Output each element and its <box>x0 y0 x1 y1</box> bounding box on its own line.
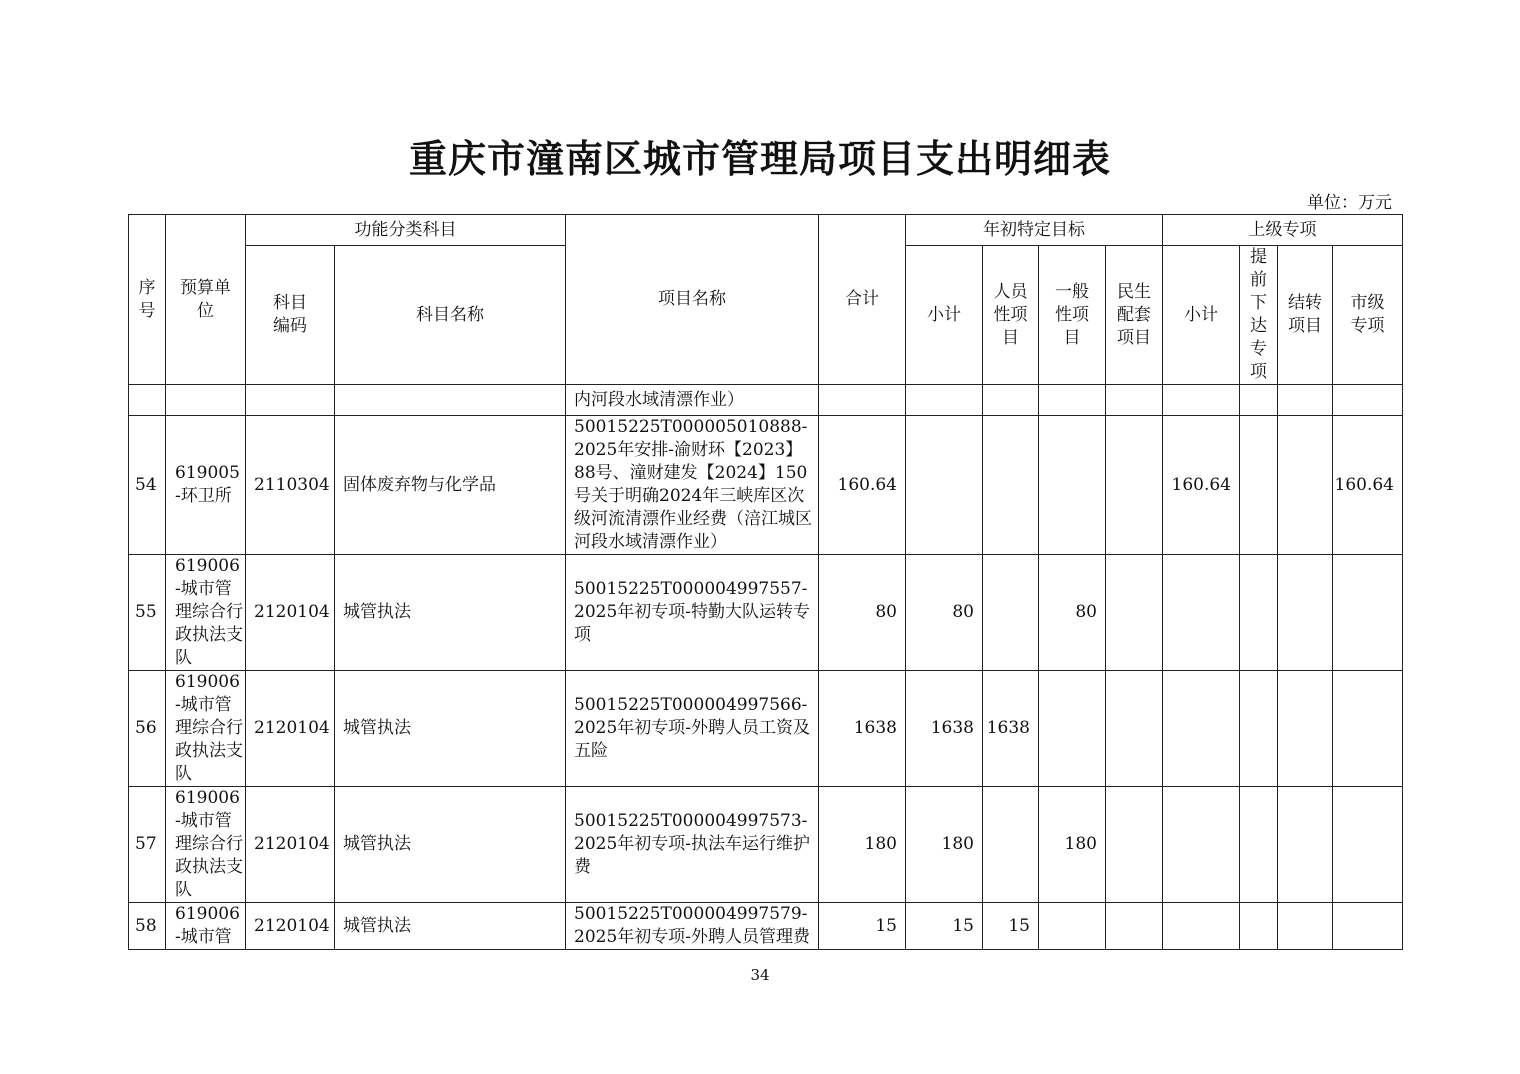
row-carryover <box>1278 416 1333 555</box>
row-city: 160.64 <box>1333 416 1403 555</box>
header-city: 市级专项 <box>1333 246 1403 385</box>
header-subject-code: 科目编码 <box>246 246 335 385</box>
row-unit: 619005-环卫所 <box>166 416 246 555</box>
row-upper-subtotal <box>1163 787 1240 903</box>
row-code: 2120104 <box>246 555 335 671</box>
row-personnel <box>983 787 1039 903</box>
row-general: 180 <box>1039 787 1106 903</box>
header-seq: 序号 <box>129 215 166 385</box>
header-carryover: 结转项目 <box>1278 246 1333 385</box>
row-livelihood <box>1106 416 1163 555</box>
header-function-group: 功能分类科目 <box>246 215 566 246</box>
row-seq: 56 <box>129 671 166 787</box>
header-general: 一般性项目 <box>1039 246 1106 385</box>
row-unit: 619006-城市管理综合行政执法支队 <box>166 671 246 787</box>
table-row <box>129 671 1403 787</box>
row-advance <box>1240 903 1278 950</box>
row-seq: 57 <box>129 787 166 903</box>
row-total: 80 <box>819 555 906 671</box>
row-code: 2110304 <box>246 416 335 555</box>
page-title: 重庆市潼南区城市管理局项目支出明细表 <box>408 136 1111 181</box>
row-upper-subtotal <box>1163 555 1240 671</box>
row-unit: 619006-城市管理综合行政执法支队 <box>166 555 246 671</box>
table-row <box>129 416 1403 555</box>
row-unit: 619006-城市管 <box>166 903 246 950</box>
header-upper-group: 上级专项 <box>1163 215 1403 246</box>
row-carryover <box>1278 787 1333 903</box>
header-row-1 <box>129 215 1403 246</box>
header-target-subtotal: 小计 <box>906 246 983 385</box>
row-personnel: 1638 <box>983 671 1039 787</box>
row-unit: 619006-城市管理综合行政执法支队 <box>166 787 246 903</box>
row-upper-subtotal <box>1163 903 1240 950</box>
row-advance <box>1240 671 1278 787</box>
row-seq: 55 <box>129 555 166 671</box>
header-advance: 提前下达专项 <box>1240 246 1278 385</box>
row-general: 80 <box>1039 555 1106 671</box>
row-general <box>1039 903 1106 950</box>
row-project: 50015225T000004997573-2025年初专项-执法车运行维护费 <box>566 787 819 903</box>
row-seq: 58 <box>129 903 166 950</box>
row-total: 160.64 <box>819 416 906 555</box>
unit-label: 单位：万元 <box>1307 193 1392 213</box>
expenditure-table <box>128 214 1403 950</box>
table-row <box>129 555 1403 671</box>
row-livelihood <box>1106 903 1163 950</box>
row-carryover <box>1278 671 1333 787</box>
row-city <box>1333 787 1403 903</box>
row-city <box>1333 903 1403 950</box>
row-general <box>1039 416 1106 555</box>
table-row <box>129 787 1403 903</box>
row-total: 15 <box>819 903 906 950</box>
row-target-subtotal: 15 <box>906 903 983 950</box>
row-advance <box>1240 555 1278 671</box>
row-subject: 固体废弃物与化学品 <box>335 416 566 555</box>
row-upper-subtotal <box>1163 671 1240 787</box>
header-project-name: 项目名称 <box>566 215 819 385</box>
row-advance <box>1240 787 1278 903</box>
row-target-subtotal: 180 <box>906 787 983 903</box>
row-personnel <box>983 555 1039 671</box>
header-livelihood: 民生配套项目 <box>1106 246 1163 385</box>
row-code: 2120104 <box>246 671 335 787</box>
header-upper-subtotal: 小计 <box>1163 246 1240 385</box>
continuation-project: 内河段水域清漂作业） <box>566 385 819 416</box>
row-livelihood <box>1106 787 1163 903</box>
row-total: 180 <box>819 787 906 903</box>
row-project: 50015225T000004997557-2025年初专项-特勤大队运转专项 <box>566 555 819 671</box>
continuation-row <box>129 385 1403 416</box>
row-subject: 城管执法 <box>335 671 566 787</box>
header-target-group: 年初特定目标 <box>906 215 1163 246</box>
row-target-subtotal: 1638 <box>906 671 983 787</box>
row-subject: 城管执法 <box>335 555 566 671</box>
row-target-subtotal <box>906 416 983 555</box>
row-subject: 城管执法 <box>335 787 566 903</box>
row-advance <box>1240 416 1278 555</box>
row-city <box>1333 555 1403 671</box>
row-carryover <box>1278 903 1333 950</box>
row-total: 1638 <box>819 671 906 787</box>
row-general <box>1039 671 1106 787</box>
row-carryover <box>1278 555 1333 671</box>
row-upper-subtotal: 160.64 <box>1163 416 1240 555</box>
row-livelihood <box>1106 671 1163 787</box>
row-seq: 54 <box>129 416 166 555</box>
row-livelihood <box>1106 555 1163 671</box>
table-row <box>129 903 1403 950</box>
row-subject: 城管执法 <box>335 903 566 950</box>
header-unit: 预算单位 <box>166 215 246 385</box>
header-personnel: 人员性项目 <box>983 246 1039 385</box>
row-code: 2120104 <box>246 787 335 903</box>
row-code: 2120104 <box>246 903 335 950</box>
page-number: 34 <box>750 966 770 984</box>
row-target-subtotal: 80 <box>906 555 983 671</box>
row-project: 50015225T000004997579-2025年初专项-外聘人员管理费 <box>566 903 819 950</box>
row-city <box>1333 671 1403 787</box>
row-personnel: 15 <box>983 903 1039 950</box>
row-project: 50015225T000004997566-2025年初专项-外聘人员工资及五险 <box>566 671 819 787</box>
row-personnel <box>983 416 1039 555</box>
header-subject-name: 科目名称 <box>335 246 566 385</box>
header-total: 合计 <box>819 215 906 385</box>
row-project: 50015225T000005010888-2025年安排-渝财环【2023】88号、潼财建发【2024】150号关于明确2024年三峡库区次级河流清漂作业经费（涪江城区河段水域清漂作业） <box>566 416 819 555</box>
